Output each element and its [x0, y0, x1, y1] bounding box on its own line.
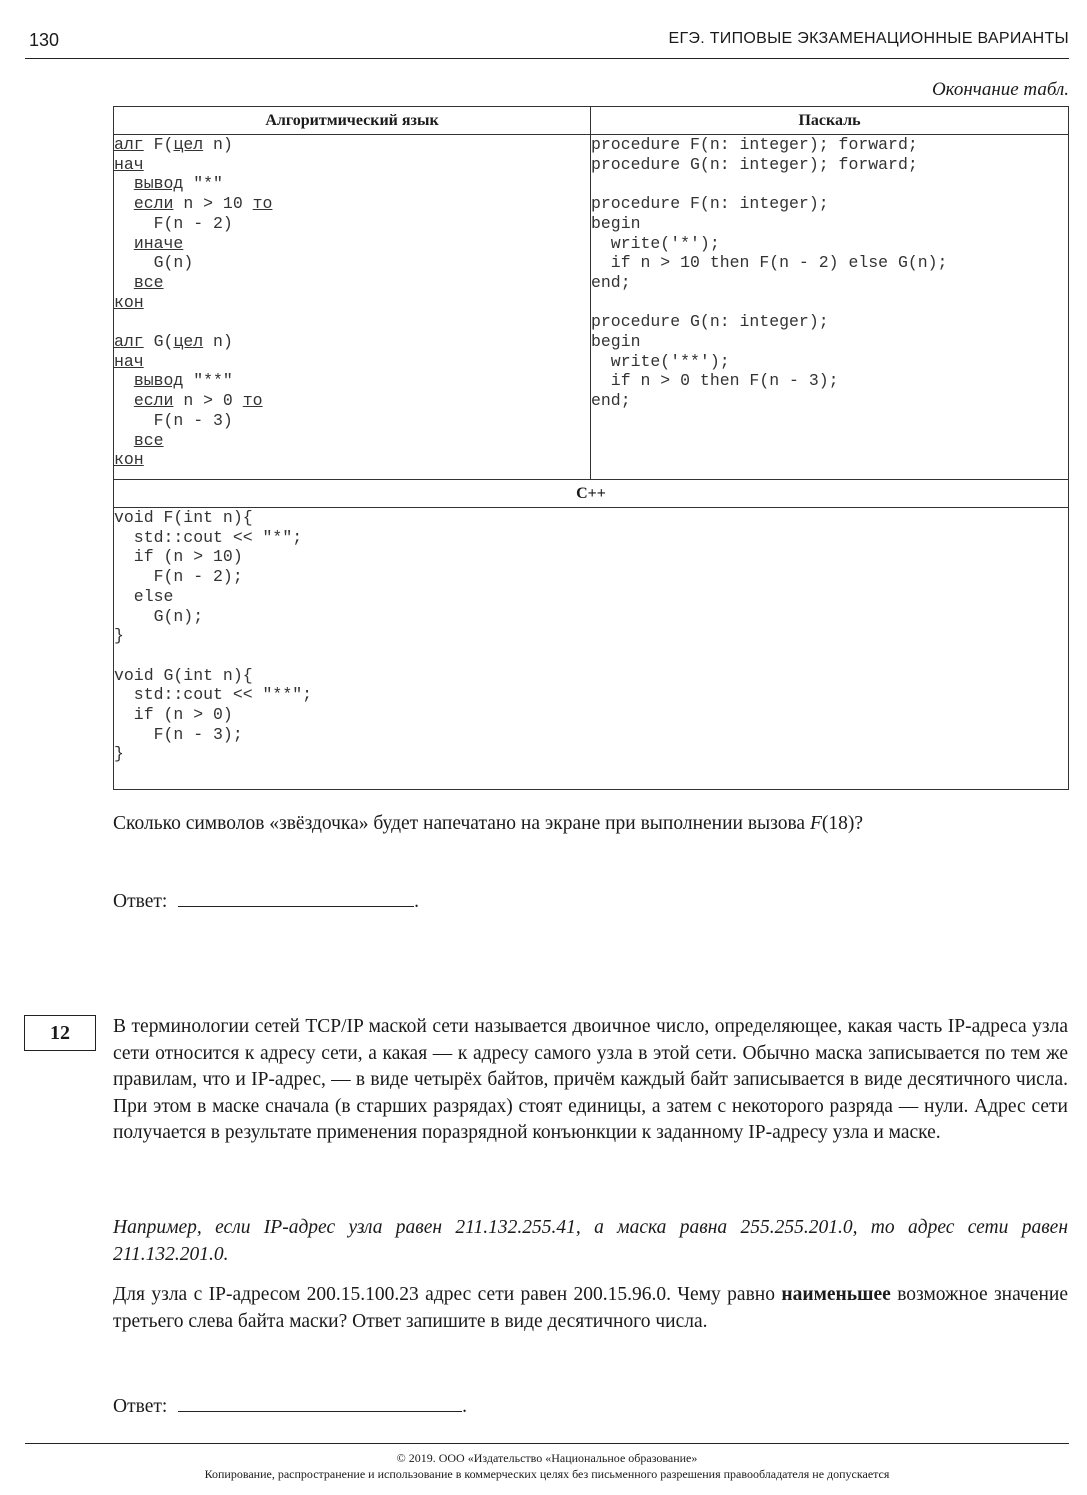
answer-label: Ответ:	[113, 891, 168, 912]
answer-field[interactable]	[178, 888, 414, 907]
task12-example: Например, если IP-адрес узла равен 211.132.255.41, а маска равна 255.255.201.0, то адрес сети равен 211.132.201.0.	[113, 1217, 1068, 1265]
task12-paragraph: В терминологии сетей TCP/IP маской сети называется двоичное число, определяющее, какая часть IP-адреса узла сети относится к адресу сети, а какая — к адресу самого узла в этой сети. Обычно маска записывается по тем же правилам, что и IP-адрес, — в виде четырёх байтов, причём каждый байт записывается в виде десятичного числа. При этом в маске сначала (в старших разрядах) стоят единицы, а затем с некоторого разряда — нули. Адрес сети получается в результате применения поразрядной конъюнкции к заданному IP-адресу узла и маске.	[113, 1016, 1068, 1144]
task12-question: Для узла с IP-адресом 200.15.100.23 адрес сети равен 200.15.96.0. Чему равно наименьшее возможное значение третьего слева байта маски? Ответ запишите в виде десятичного числа.	[113, 1284, 1068, 1332]
pascal-code: procedure F(n: integer); forward; procedure G(n: integer); forward; procedure F(n: integer); begin write('*'); if n > 10 then F(n - 2) else G(n); end; procedure G(n: integer); begin write('**'); if n > 0 then F(n - 3); end;	[591, 135, 1069, 480]
code-table	[113, 106, 1069, 790]
footer-copyright: © 2019. ООО «Издательство «Национальное образование»	[396, 1451, 698, 1465]
footer-divider	[25, 1443, 1069, 1444]
answer-label: Ответ:	[113, 1396, 168, 1417]
page-header-title: ЕГЭ. ТИПОВЫЕ ЭКЗАМЕНАЦИОННЫЕ ВАРИАНТЫ	[668, 30, 1069, 47]
task-number-badge: 12	[24, 1015, 96, 1051]
task11-question: Сколько символов «звёздочка» будет напечатано на экране при выполнении вызова F(18)?	[113, 813, 864, 834]
task11-answer: Ответ: .	[113, 888, 419, 913]
page-header	[25, 28, 1069, 59]
cpp-code: void F(int n){ std::cout << "*"; if (n > 10) F(n - 2); else G(n); } void G(int n){ std::cout << "**"; if (n > 0) F(n - 3); }	[114, 508, 1069, 790]
algo-code: алг F(цел n) нач вывод "*" если n > 10 то F(n - 2) иначе G(n) все кон алг G(цел n) нач вывод "**" если n > 0 то F(n - 3) все кон	[114, 135, 591, 480]
answer-field[interactable]	[178, 1393, 462, 1412]
column-header-algo: Алгоритмический язык	[114, 107, 591, 135]
task12-answer: Ответ: .	[113, 1393, 467, 1418]
column-header-cpp: C++	[114, 480, 1069, 508]
footer-notice: Копирование, распространение и использование в коммерческих целях без письменного разрешения правообладателя не допускается	[204, 1467, 890, 1481]
table-caption: Окончание табл.	[931, 79, 1069, 100]
page-number: 130	[29, 30, 60, 50]
column-header-pascal: Паскаль	[591, 107, 1069, 135]
